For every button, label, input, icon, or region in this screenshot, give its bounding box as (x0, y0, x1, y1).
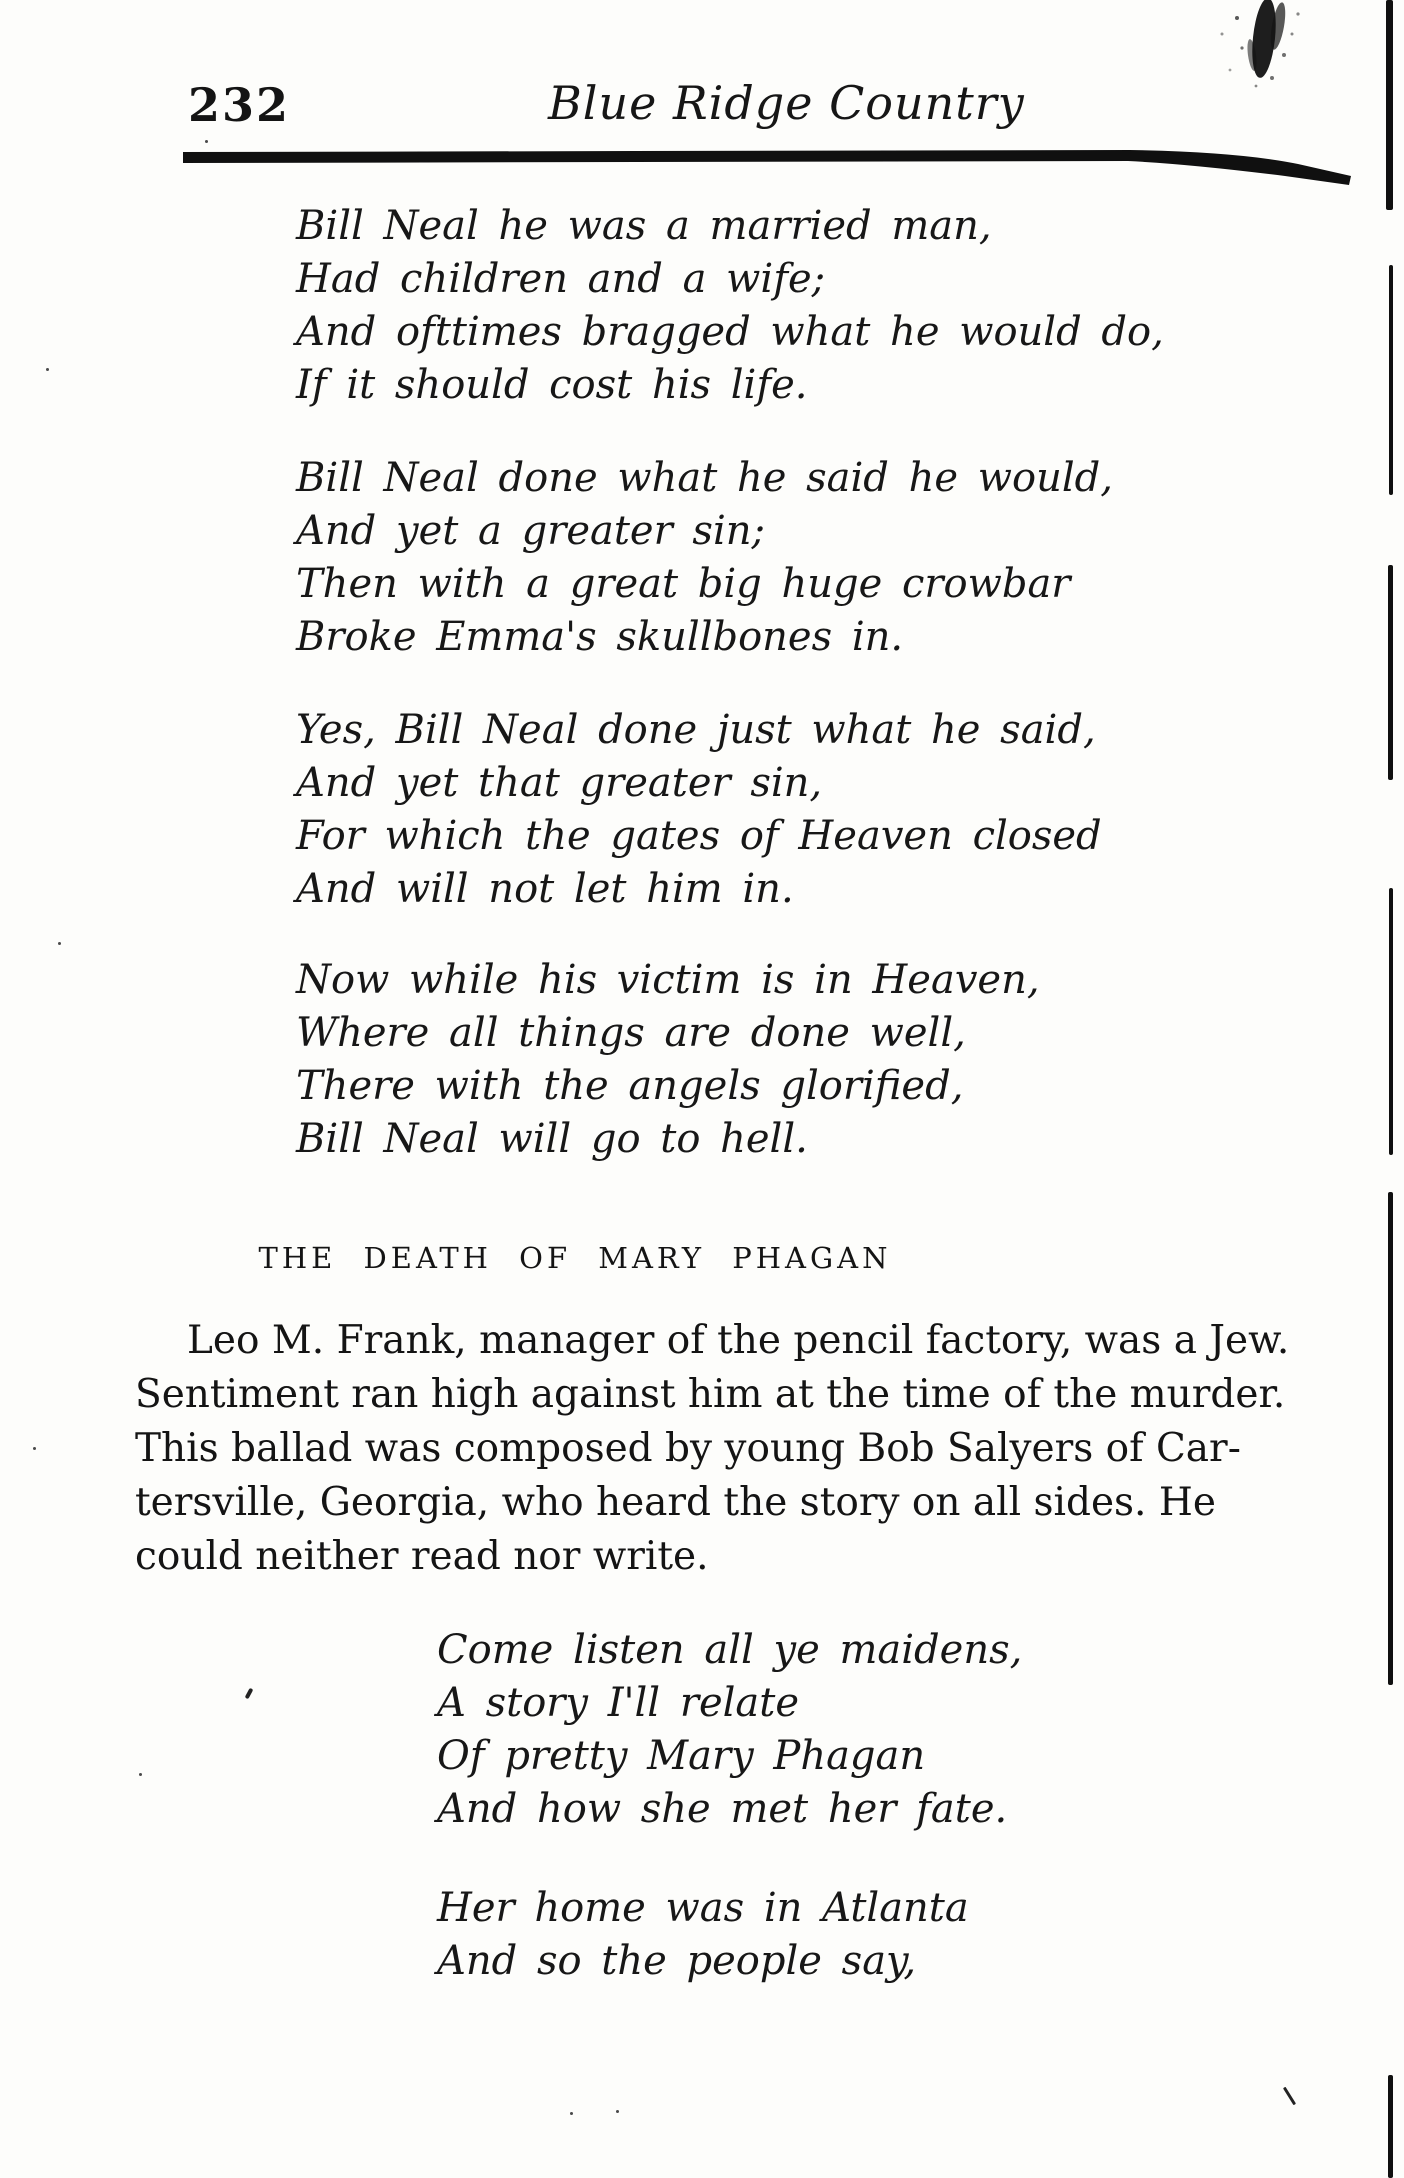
margin-speck (46, 368, 49, 371)
poem-line: And yet that greater sin, (296, 760, 823, 806)
margin-speck (205, 140, 208, 143)
ballad-stanza-5 (437, 1624, 1022, 1836)
section-heading: THE DEATH OF MARY PHAGAN (258, 1241, 892, 1275)
poem-line: Come listen all ye maidens, (437, 1627, 1023, 1673)
paragraph-line: Sentiment ran high against him at the time of the murder. (135, 1372, 1286, 1417)
paragraph-line: Leo M. Frank, manager of the pencil factory, was a Jew. (187, 1318, 1290, 1363)
stray-backslash-mark (1283, 2087, 1296, 2106)
ballad-stanza-6 (437, 1882, 969, 1988)
stray-apostrophe-mark (245, 1688, 254, 1700)
page-edge-line-segment (1388, 1192, 1393, 1685)
page-number: 232 (188, 78, 291, 132)
page-edge-line-segment (1388, 565, 1393, 780)
ballad-stanza-1 (296, 200, 1164, 412)
poem-line: And will not let him in. (296, 866, 794, 912)
ballad-stanza-4 (296, 954, 1040, 1166)
paragraph-line: This ballad was composed by young Bob Salyers of Car- (135, 1426, 1241, 1471)
running-title: Blue Ridge Country (548, 76, 1025, 130)
poem-line: Her home was in Atlanta (437, 1885, 969, 1931)
paragraph-line: tersville, Georgia, who heard the story on all sides. He (135, 1480, 1216, 1525)
paragraph-line: could neither read nor write. (135, 1534, 709, 1579)
intro-paragraph (135, 1314, 1290, 1584)
poem-line: Of pretty Mary Phagan (437, 1733, 926, 1779)
ballad-stanza-3 (296, 704, 1102, 916)
poem-line: Now while his victim is in Heaven, (296, 957, 1040, 1003)
poem-line: And how she met her fate. (437, 1786, 1008, 1832)
header-rule (180, 146, 1360, 194)
poem-line: For which the gates of Heaven closed (296, 813, 1102, 859)
margin-speck (570, 2112, 573, 2115)
ballad-stanza-2 (296, 452, 1113, 664)
poem-line: Bill Neal done what he said he would, (296, 455, 1113, 501)
poem-line: There with the angels glorified, (296, 1063, 964, 1109)
poem-line: A story I'll relate (437, 1680, 799, 1726)
page-edge-line-segment (1386, 0, 1393, 210)
poem-line: Bill Neal he was a married man, (296, 203, 992, 249)
poem-line: Where all things are done well, (296, 1010, 966, 1056)
page-edge-line-segment (1389, 888, 1393, 1155)
poem-line: And yet a greater sin; (296, 508, 765, 554)
page-edge-line-segment (1389, 265, 1393, 495)
poem-line: Had children and a wife; (296, 256, 826, 302)
poem-line: And ofttimes bragged what he would do, (296, 309, 1164, 355)
poem-line: Broke Emma's skullbones in. (296, 614, 904, 660)
poem-line: And so the people say, (437, 1938, 917, 1984)
margin-speck (616, 2110, 619, 2113)
poem-line: If it should cost his life. (296, 362, 808, 408)
poem-line: Then with a great big huge crowbar (296, 561, 1071, 607)
poem-line: Bill Neal will go to hell. (296, 1116, 808, 1162)
margin-speck (139, 1773, 142, 1776)
margin-speck (58, 942, 61, 945)
poem-line: Yes, Bill Neal done just what he said, (296, 707, 1096, 753)
ink-smudge (1212, 0, 1322, 100)
page-edge-line-segment (1388, 2075, 1393, 2178)
margin-speck (33, 1447, 36, 1450)
